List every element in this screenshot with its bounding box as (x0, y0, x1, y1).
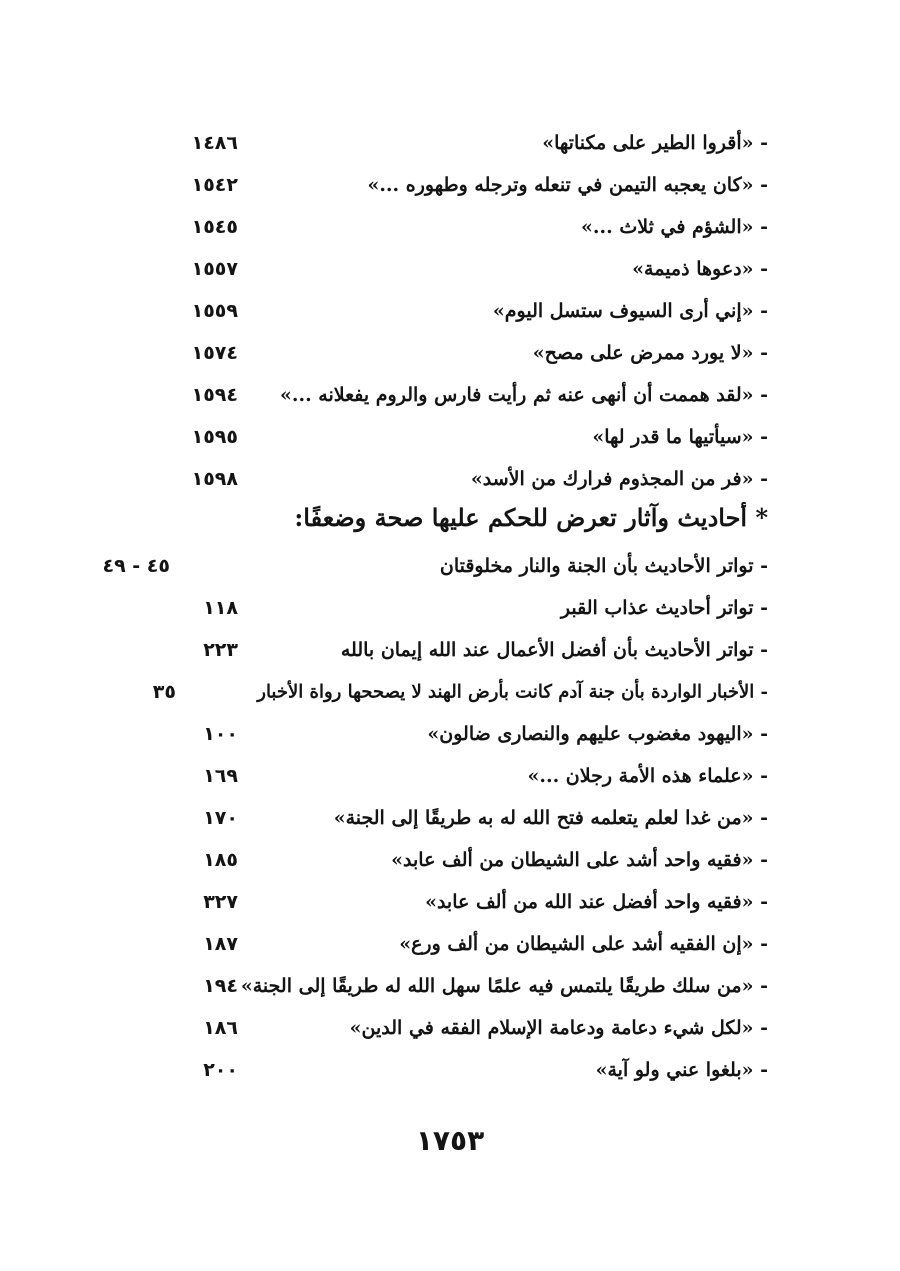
entry-page: ١٩٤ (203, 975, 238, 997)
entry-page: ١٤٨٦ (191, 132, 238, 154)
entry-text: - «إني أرى السيوف ستسل اليوم» (492, 300, 768, 322)
entry-text: - «من غدا لعلم يتعلمه فتح الله له به طريقًا إلى الجنة» (333, 807, 768, 829)
index-entry (0, 545, 900, 587)
entry-page: ١٨٧ (203, 933, 238, 955)
index-entry (0, 713, 900, 755)
entry-text: - «إن الفقيه أشد على الشيطان من ألف ورع» (399, 933, 768, 955)
index-entry (0, 332, 900, 374)
index-entry (0, 1007, 900, 1049)
entry-page: ١٠٠ (203, 723, 238, 745)
entry-page: ١٨٦ (203, 1017, 238, 1039)
entry-text: - «لا يورد ممرض على مصح» (532, 342, 768, 364)
entry-page: ١٥٩٨ (191, 468, 238, 490)
index-entry (0, 629, 900, 671)
index-entry (0, 881, 900, 923)
entry-text: - تواتر الأحاديث بأن أفضل الأعمال عند الله إيمان بالله (340, 639, 768, 661)
entry-text: - الأخبار الواردة بأن جنة آدم كانت بأرض الهند لا يصححها رواة الأخبار (257, 681, 768, 703)
entry-page: ٣٥ (152, 681, 176, 703)
index-entry (0, 164, 900, 206)
entry-text: - «أقروا الطير على مكناتها» (542, 132, 768, 154)
entry-text: - «من سلك طريقًا يلتمس فيه علمًا سهل الله له طريقًا إلى الجنة» (240, 975, 768, 997)
entry-page: ١٥٧٤ (191, 342, 238, 364)
index-entry (0, 122, 900, 164)
index-entry (0, 290, 900, 332)
entry-text: - «بلغوا عني ولو آية» (595, 1059, 768, 1081)
entry-page: ٤٥ - ٤٩ (102, 555, 170, 577)
index-entry (0, 206, 900, 248)
entry-text: - «فقيه واحد أفضل عند الله من ألف عابد» (425, 891, 768, 913)
entry-page: ٢٢٣ (203, 639, 238, 661)
entry-page: ١٨٥ (203, 849, 238, 871)
index-entry (0, 755, 900, 797)
entry-text: - «علماء هذه الأمة رجلان ...» (527, 765, 768, 787)
entry-text: - «فقيه واحد أشد على الشيطان من ألف عابد» (391, 849, 768, 871)
entry-page: ٢٠٠ (203, 1059, 238, 1081)
index-entry (0, 374, 900, 416)
index-entry (0, 1049, 900, 1091)
entry-text: - «سيأتيها ما قدر لها» (592, 426, 768, 448)
entry-text: - «اليهود مغضوب عليهم والنصارى ضالون» (427, 723, 768, 745)
entry-text: - «كان يعجبه التيمن في تنعله وترجله وطهوره ...» (367, 174, 768, 196)
entry-page: ١٥٥٧ (191, 258, 238, 280)
entry-page: ٣٢٧ (203, 891, 238, 913)
entry-page: ١٥٥٩ (191, 300, 238, 322)
entry-page: ١٧٠ (203, 807, 238, 829)
entry-text: - «فر من المجذوم فرارك من الأسد» (470, 468, 768, 490)
entry-text: - «الشؤم في ثلاث ...» (581, 216, 768, 238)
index-entry (0, 797, 900, 839)
index-entry (0, 458, 900, 500)
index-entry (0, 416, 900, 458)
entry-page: ١٥٤٢ (191, 174, 238, 196)
index-entry (0, 965, 900, 1007)
index-entry (0, 587, 900, 629)
entry-text: - «لقد هممت أن أنهى عنه ثم رأيت فارس والروم يفعلانه ...» (279, 384, 768, 406)
entry-page: ١٥٩٤ (191, 384, 238, 406)
page-number: ١٧٥٣ (415, 1124, 485, 1157)
entry-page: ١٥٩٥ (191, 426, 238, 448)
entry-page: ١٥٤٥ (191, 216, 238, 238)
entry-text: - «دعوها ذميمة» (632, 258, 768, 280)
index-entry (0, 248, 900, 290)
entry-page: ١١٨ (203, 597, 238, 619)
entry-text: - «لكل شيء دعامة ودعامة الإسلام الفقه في الدين» (349, 1017, 768, 1039)
entry-page: ١٦٩ (203, 765, 238, 787)
section-heading: * أحاديث وآثار تعرض للحكم عليها صحة وضعفًا: (294, 503, 768, 532)
index-entry (0, 923, 900, 965)
index-entry (0, 671, 900, 713)
entry-text: - تواتر أحاديث عذاب القبر (560, 597, 768, 619)
entry-text: - تواتر الأحاديث بأن الجنة والنار مخلوقتان (439, 555, 768, 577)
index-entry (0, 839, 900, 881)
